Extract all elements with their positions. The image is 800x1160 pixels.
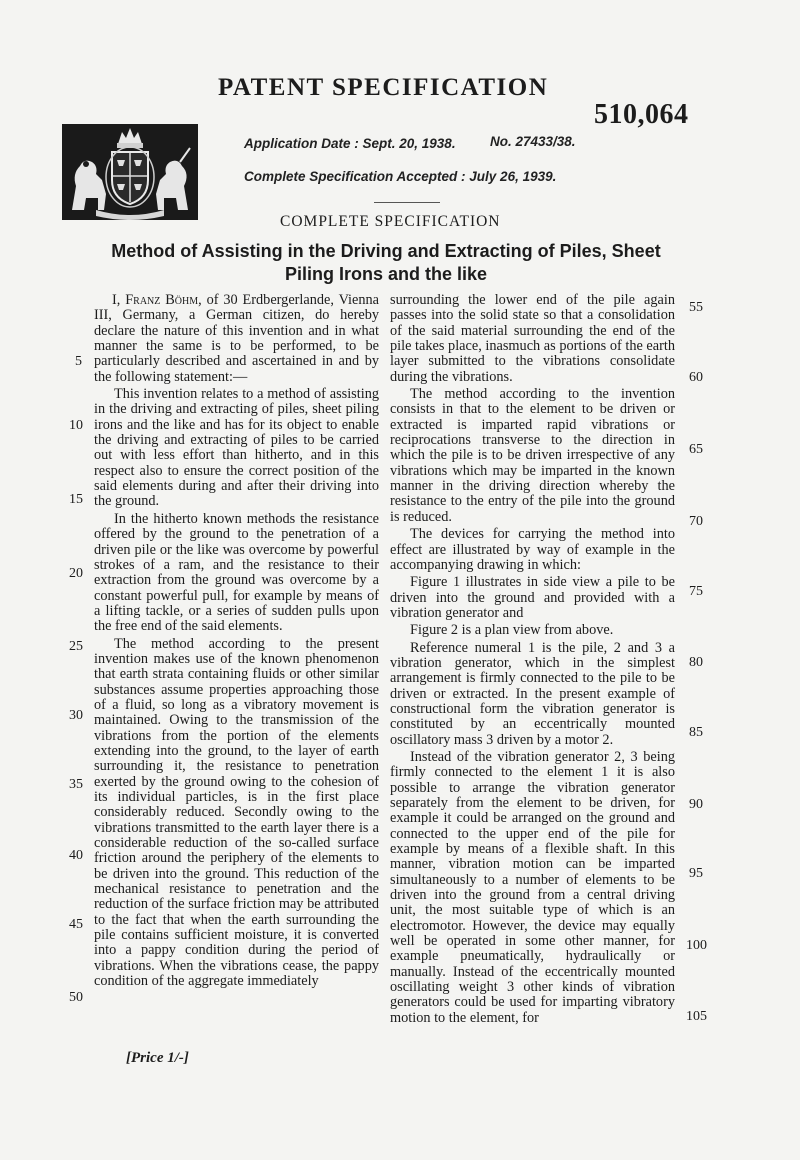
paragraph-object: This invention relates to a method of assisting in the driving and extracting of piles, sheet piling irons and the like and has for its object to enable the driving and extracting of piles to be carried out with less effort than hitherto, and in this respect also to ensure the correct position of the said elements during and after their driving into the ground. [94, 386, 379, 510]
line-number: 45 [69, 917, 83, 932]
line-number: 95 [689, 866, 703, 881]
document-header: PATENT SPECIFICATION [218, 74, 549, 101]
paragraph-reference: Reference numeral 1 is the pile, 2 and 3 a vibration generator, which in the simplest arrangement is firmly connected to the pile to be driven or extracted. In the present example of constructional form the vibration generator is constituted by an eccentrically mounted oscillatory mass 3 driven by a motor 2. [390, 639, 675, 748]
line-number: 85 [689, 725, 703, 740]
left-column [94, 293, 379, 991]
paragraph-devices: The devices for carrying the method into effect are illustrated by way of example in the accompanying drawing in which: [390, 526, 675, 573]
right-column [390, 293, 675, 1028]
coat-of-arms-emblem [62, 124, 198, 220]
line-number: 60 [689, 370, 703, 385]
line-number: 40 [69, 848, 83, 863]
paragraph-prior-art: In the hitherto known methods the resistance offered by the ground to the penetration of a driven pile or the like was overcome by powerful strokes of a ram, and the resistance to their extraction from the ground was overcome by a constant powerful pull, for example by means of a lifting tackle, or a series of sudden pulls upon the free end of the said elements. [94, 510, 379, 635]
line-number: 80 [689, 655, 703, 670]
line-number: 55 [689, 300, 703, 315]
line-number: 15 [69, 492, 83, 507]
line-number: 35 [69, 777, 83, 792]
line-number: 90 [689, 797, 703, 812]
inventor-name: Franz Böhm [125, 292, 199, 308]
title-line-1: Method of Assisting in the Driving and Extracting of Piles, Sheet [111, 241, 661, 261]
acceptance-date: Complete Specification Accepted : July 26, 1939. [244, 169, 557, 184]
declaration-prefix: I, [112, 292, 126, 308]
complete-specification-heading: COMPLETE SPECIFICATION [280, 213, 501, 230]
line-number: 105 [686, 1009, 707, 1024]
paragraph-method: The method according to the present invention makes use of the known phenomenon that earth strata containing fluids or other similar substances assume properties approaching those of a fluid, so long as a vibratory movement is maintained. Owing to the transmission of the vibrations from the portion of the elements extending into the ground, to the layer of earth surrounding it, the resistance to penetration exerted by the ground owing to the cohesion of its individual particles, is in the first place considerably reduced. Secondly owing to the vibrations transmitted to the earth layer there is a considerable reduction of the so-called surface friction around the periphery of the elements to be driven into the ground. This reduction of the mechanical resistance to penetration and the reduction of the surface friction may be attributed to the fact that when the earth surrounding the pile contains sufficient moisture, it is converted into a pappy condition during the period of vibrations. When the vibrations cease, the pappy condition of the aggregate immediately [94, 635, 379, 990]
line-number: 70 [689, 514, 703, 529]
paragraph-alternative: Instead of the vibration generator 2, 3 being firmly connected to the element 1 it is also possible to arrange the vibration generator separately from the element to be driven, for example it could be arranged on the ground and connected to the upper end of the pile for example by means of a flexible shaft. In this manner, vibration motion can be imparted simultaneously to a number of elements to be driven into the ground from a central driving unit, the most suitable type of which is an electromotor. However, the device may equally well be operated in some other manner, for example pneumatically, hydraulically or manually. Instead of the eccentrically mounted oscillating weight 3 other kinds of vibration generators could be used for imparting vibratory motion to the element, for [390, 748, 675, 1026]
document-title [96, 240, 676, 286]
line-number: 30 [69, 708, 83, 723]
price-label: [Price 1/-] [126, 1050, 189, 1066]
application-date: Application Date : Sept. 20, 1938. [244, 136, 456, 151]
application-number: No. 27433/38. [490, 134, 576, 149]
line-number: 5 [75, 354, 82, 369]
patent-number: 510,064 [594, 99, 689, 130]
line-number: 10 [69, 418, 83, 433]
line-number: 25 [69, 639, 83, 654]
paragraph-figure-2: Figure 2 is a plan view from above. [410, 622, 614, 639]
divider-rule [374, 202, 440, 203]
declaration-text: , of 30 Erdbergerlande, Vienna III, Germany, a German citizen, do hereby declare the nature of this invention and in what manner the same is to be performed, to be particularly described and ascertained in and by the following statement:— [94, 292, 379, 385]
paragraph-consolidation: surrounding the lower end of the pile again passes into the solid state so that a consolidation of the said material surrounding the end of the pile takes place, inasmuch as portions of the earth layer submitted to the vibrations consolidate during the vibrations. [390, 292, 675, 385]
line-number: 50 [69, 990, 83, 1005]
line-number: 75 [689, 584, 703, 599]
paragraph-figure-1: Figure 1 illustrates in side view a pile to be driven into the ground and provided with a vibration generator and [390, 574, 675, 621]
paragraph-declaration [94, 293, 379, 385]
title-line-2: Piling Irons and the like [284, 264, 488, 284]
line-number: 100 [686, 938, 707, 953]
paragraph-invention: The method according to the invention consists in that to the element to be driven or extracted is imparted rapid vibrations or reciprocations transverse to the direction in which the pile is to be driven irrespective of any vibrations which may be imparted in the known manner in the driving direction whereby the resistance to the entry of the pile into the ground is reduced. [390, 386, 675, 525]
line-number: 65 [689, 442, 703, 457]
line-number: 20 [69, 566, 83, 581]
